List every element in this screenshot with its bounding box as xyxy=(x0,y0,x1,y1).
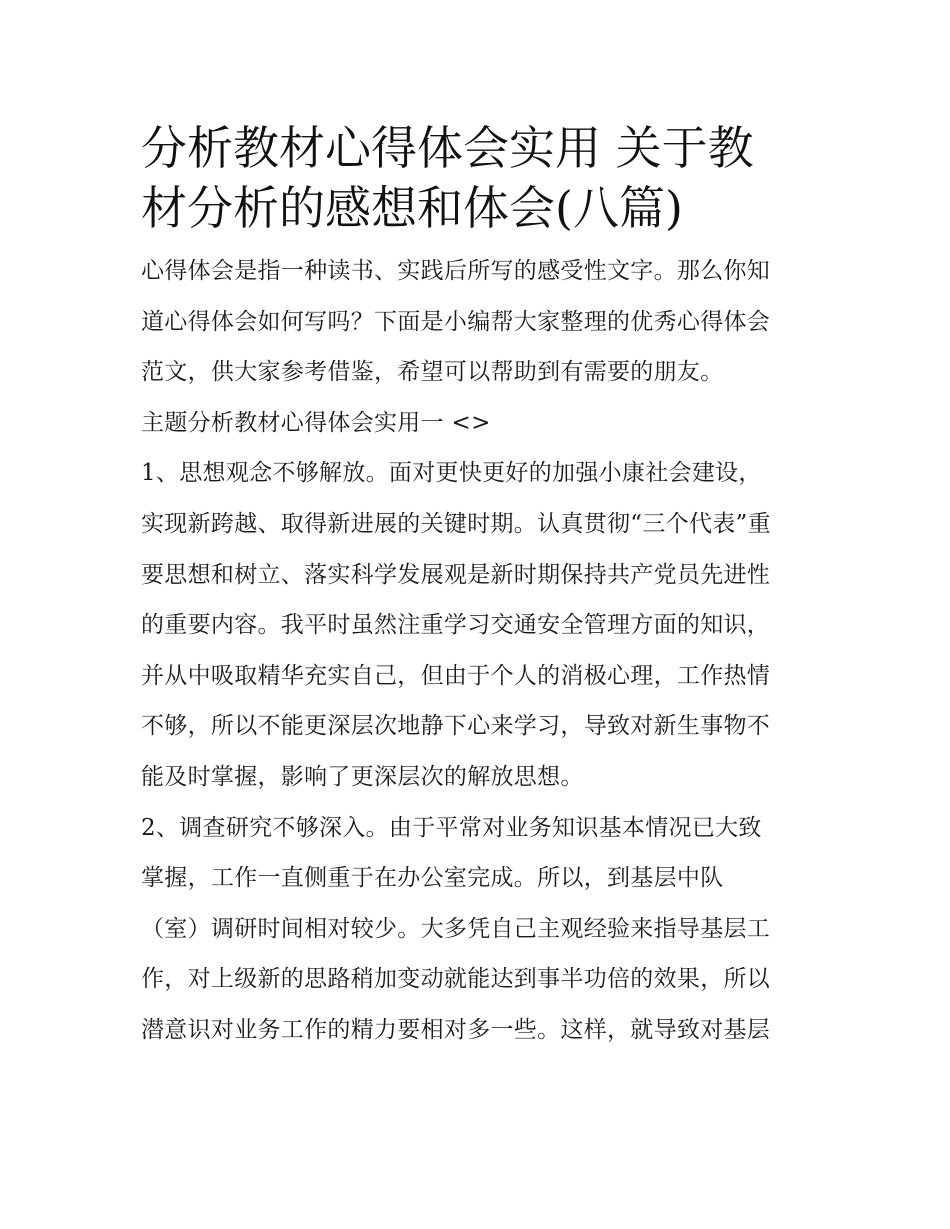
text-line: 能及时掌握，影响了更深层次的解放思想。 xyxy=(141,763,584,790)
text-line: 1、思想观念不够解放。面对更快更好的加强小康社会建设， xyxy=(141,460,762,487)
document-body xyxy=(141,246,813,1056)
title-line-2: 材分析的感想和体会(八篇) xyxy=(141,181,683,235)
text-line: 实现新跨越、取得新进展的关键时期。认真贯彻“三个代表”重 xyxy=(141,510,771,537)
text-line: 道心得体会如何写吗？下面是小编帮大家整理的优秀心得体会 xyxy=(141,308,771,335)
text-line: 不够，所以不能更深层次地静下心来学习，导致对新生事物不 xyxy=(141,713,771,740)
text-line: 2、调查研究不够深入。由于平常对业务知识基本情况已大致 xyxy=(141,814,762,841)
intro-paragraph xyxy=(141,246,813,398)
text-line: 主题分析教材心得体会实用一 <> xyxy=(141,409,491,436)
text-line: 并从中吸取精华充实自己，但由于个人的消极心理，工作热情 xyxy=(141,662,771,689)
text-line: 范文，供大家参考借鉴，希望可以帮助到有需要的朋友。 xyxy=(141,359,724,386)
text-line: 心得体会是指一种读书、实践后所写的感受性文字。那么你知 xyxy=(141,258,771,284)
document-title xyxy=(141,118,813,238)
text-line: 的重要内容。我平时虽然注重学习交通安全管理方面的知识， xyxy=(141,612,771,639)
point-2-paragraph xyxy=(141,803,813,1056)
text-line: 要思想和树立、落实科学发展观是新时期保持共产党员先进性 xyxy=(141,561,771,588)
point-1-paragraph xyxy=(141,448,813,802)
text-line: 作，对上级新的思路稍加变动就能达到事半功倍的效果，所以 xyxy=(141,966,771,993)
text-line: （室）调研时间相对较少。大多凭自己主观经验来指导基层工 xyxy=(141,915,771,942)
section-heading xyxy=(141,398,813,449)
title-line-1: 分析教材心得体会实用 关于教 xyxy=(141,121,754,175)
text-line: 掌握，工作一直侧重于在办公室完成。所以，到基层中队 xyxy=(141,865,724,892)
document-content xyxy=(141,118,813,1056)
text-line: 潜意识对业务工作的精力要相对多一些。这样，就导致对基层 xyxy=(141,1016,771,1043)
